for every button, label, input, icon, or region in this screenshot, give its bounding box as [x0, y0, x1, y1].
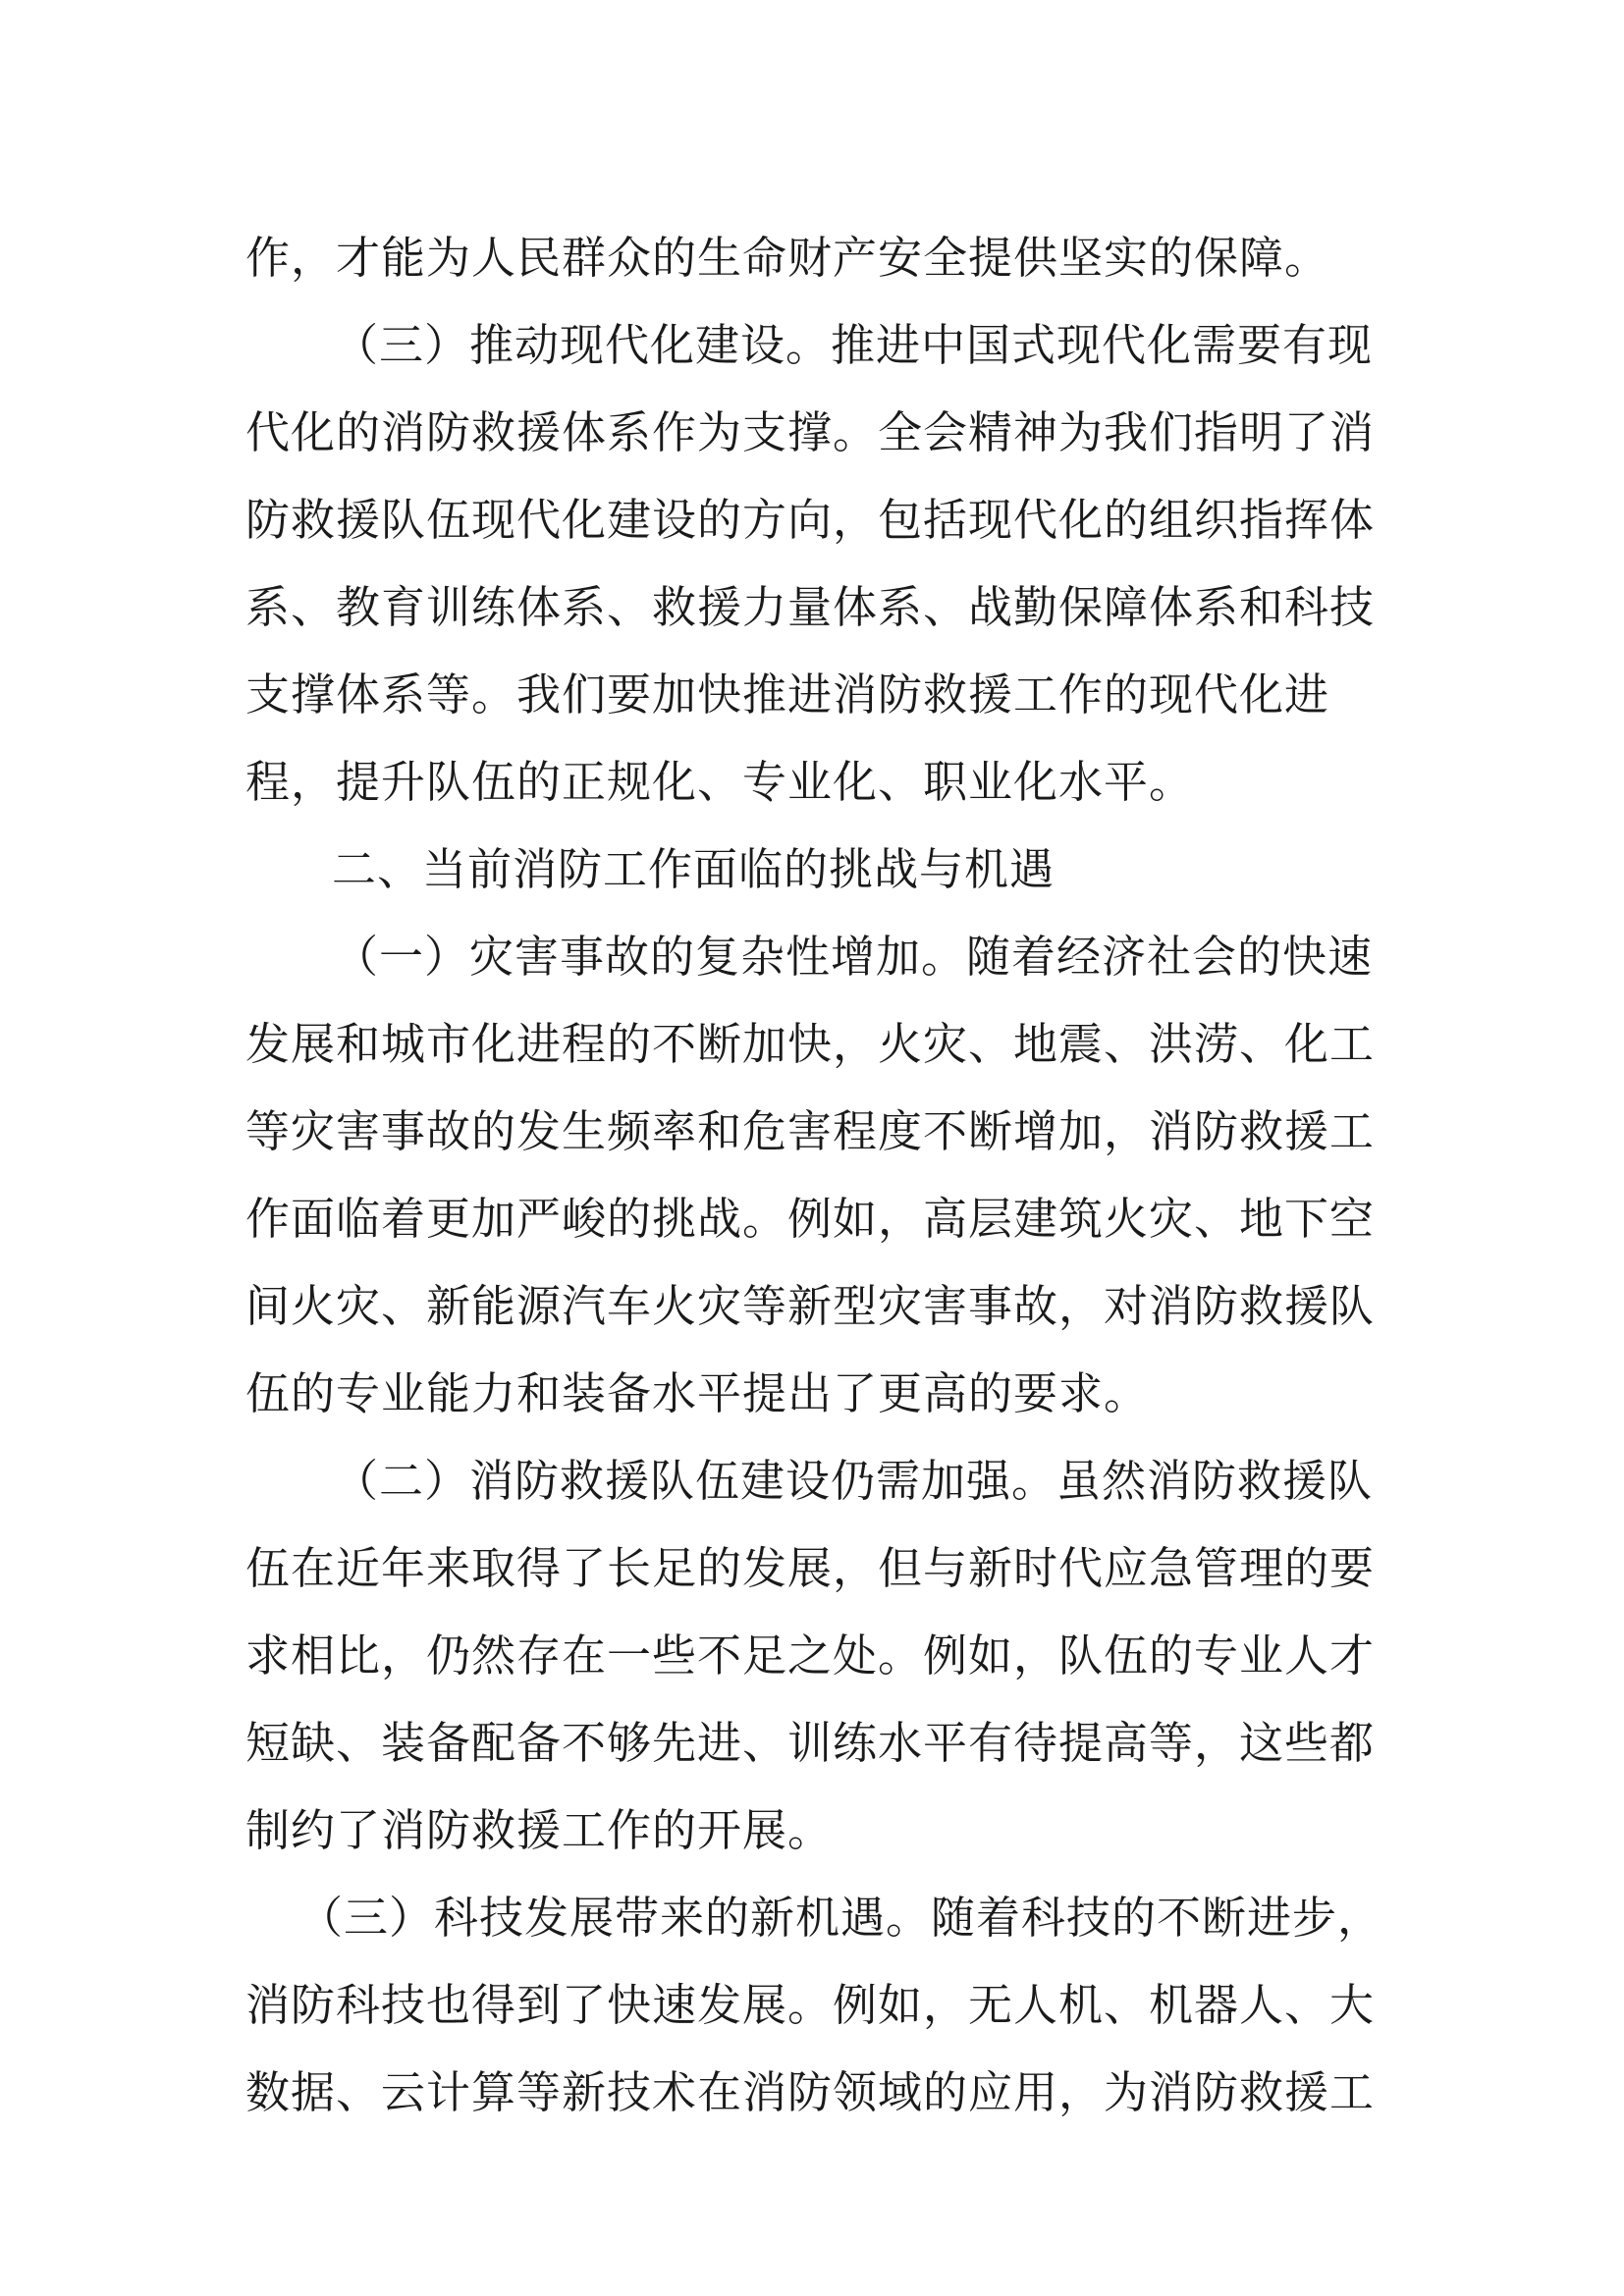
- text-line: 程，提升队伍的正规化、专业化、职业化水平。: [245, 756, 1195, 808]
- text-line: 求相比，仍然存在一些不足之处。例如，队伍的专业人才: [245, 1629, 1376, 1682]
- chapter-heading-line: 二、当前消防工作面临的挑战与机遇: [332, 843, 1056, 895]
- text-line: 防救援队伍现代化建设的方向，包括现代化的组织指挥体: [245, 494, 1376, 546]
- text-line: 伍的专业能力和装备水平提出了更高的要求。: [245, 1367, 1150, 1419]
- section-heading-line: （三）推动现代化建设。推进中国式现代化需要有现: [334, 319, 1374, 371]
- text-line: 系、教育训练体系、救援力量体系、战勤保障体系和科技: [245, 581, 1376, 633]
- section-heading-line: （三）科技发展带来的新机遇。随着科技的不断进步，: [298, 1892, 1383, 1944]
- text-line: 制约了消防救援工作的开展。: [245, 1804, 834, 1856]
- section-heading-line: （一）灾害事故的复杂性增加。随着经济社会的快速: [334, 931, 1374, 983]
- text-line: 支撑体系等。我们要加快推进消防救援工作的现代化进: [245, 668, 1330, 721]
- text-line: 代化的消防救援体系作为支撑。全会精神为我们指明了消: [245, 406, 1376, 458]
- text-line: 短缺、装备配备不够先进、训练水平有待提高等，这些都: [245, 1717, 1376, 1769]
- text-line: 数据、云计算等新技术在消防领域的应用，为消防救援工: [245, 2066, 1376, 2118]
- text-line: 作，才能为人民群众的生命财产安全提供坚实的保障。: [245, 232, 1330, 284]
- text-line: 发展和城市化进程的不断加快，火灾、地震、洪涝、化工: [245, 1018, 1376, 1070]
- body-text: [245, 214, 1394, 2136]
- section-heading-line: （二）消防救援队伍建设仍需加强。虽然消防救援队: [334, 1455, 1374, 1507]
- text-line: 伍在近年来取得了长足的发展，但与新时代应急管理的要: [245, 1542, 1376, 1594]
- text-line: 作面临着更加严峻的挑战。例如，高层建筑火灾、地下空: [245, 1193, 1376, 1245]
- text-line: 等灾害事故的发生频率和危害程度不断增加，消防救援工: [245, 1105, 1376, 1157]
- text-line: 间火灾、新能源汽车火灾等新型灾害事故，对消防救援队: [245, 1280, 1376, 1332]
- text-line: 消防科技也得到了快速发展。例如，无人机、机器人、大: [245, 1979, 1376, 2031]
